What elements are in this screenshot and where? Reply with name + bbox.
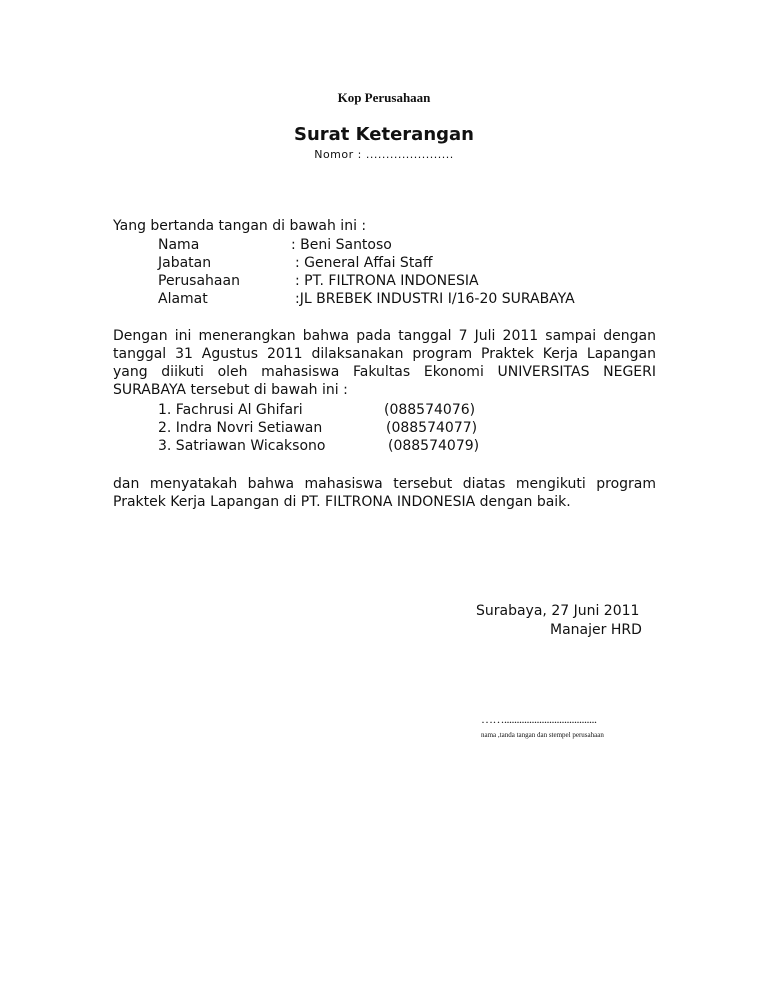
statement-paragraph [113,327,656,399]
student-name: 3. Satriawan Wicaksono [158,438,326,454]
student-id: (088574077) [386,420,478,436]
signature-line: ……..................................... [481,712,597,726]
field-value-company: : PT. FILTRONA INDONESIA [295,273,479,289]
field-value-position: : General Affai Staff [295,255,433,271]
document-number: Nomor : ...................... [314,148,454,161]
field-label-address: Alamat [158,291,208,307]
student-id: (088574079) [388,438,480,454]
field-value-name: : Beni Santoso [291,237,392,253]
closing-paragraph [113,475,656,511]
signer-position: Manajer HRD [550,622,642,638]
field-label-name: Nama [158,237,200,253]
letterhead: Kop Perusahaan [337,90,431,105]
field-value-address: :JL BREBEK INDUSTRI I/16-20 SURABAYA [295,291,575,307]
field-label-position: Jabatan [158,255,212,271]
intro-text: Yang bertanda tangan di bawah ini : [113,218,367,234]
place-date: Surabaya, 27 Juni 2011 [476,603,640,619]
field-label-company: Perusahaan [158,273,240,289]
student-name: 2. Indra Novri Setiawan [158,420,323,436]
signature-caption: nama ,tanda tangan dan stempel perusahaan [481,731,604,739]
student-id: (088574076) [384,402,476,418]
closing-text: dan menyatakah bahwa mahasiswa tersebut diatas mengikuti program Praktek Kerja Lapangan di PT. FILTRONA INDONESIA dengan baik. [113,476,656,510]
statement-text: Dengan ini menerangkan bahwa pada tanggal 7 Juli 2011 sampai dengan tanggal 31 Agustus 2011 dilaksanakan program Praktek Kerja Lapangan yang diikuti oleh mahasiswa Fakultas Ekonomi UNIVERSITAS NEGERI SURABAYA tersebut di bawah ini : [113,328,656,398]
document-title: Surat Keterangan [293,124,474,145]
student-name: 1. Fachrusi Al Ghifari [158,402,303,418]
